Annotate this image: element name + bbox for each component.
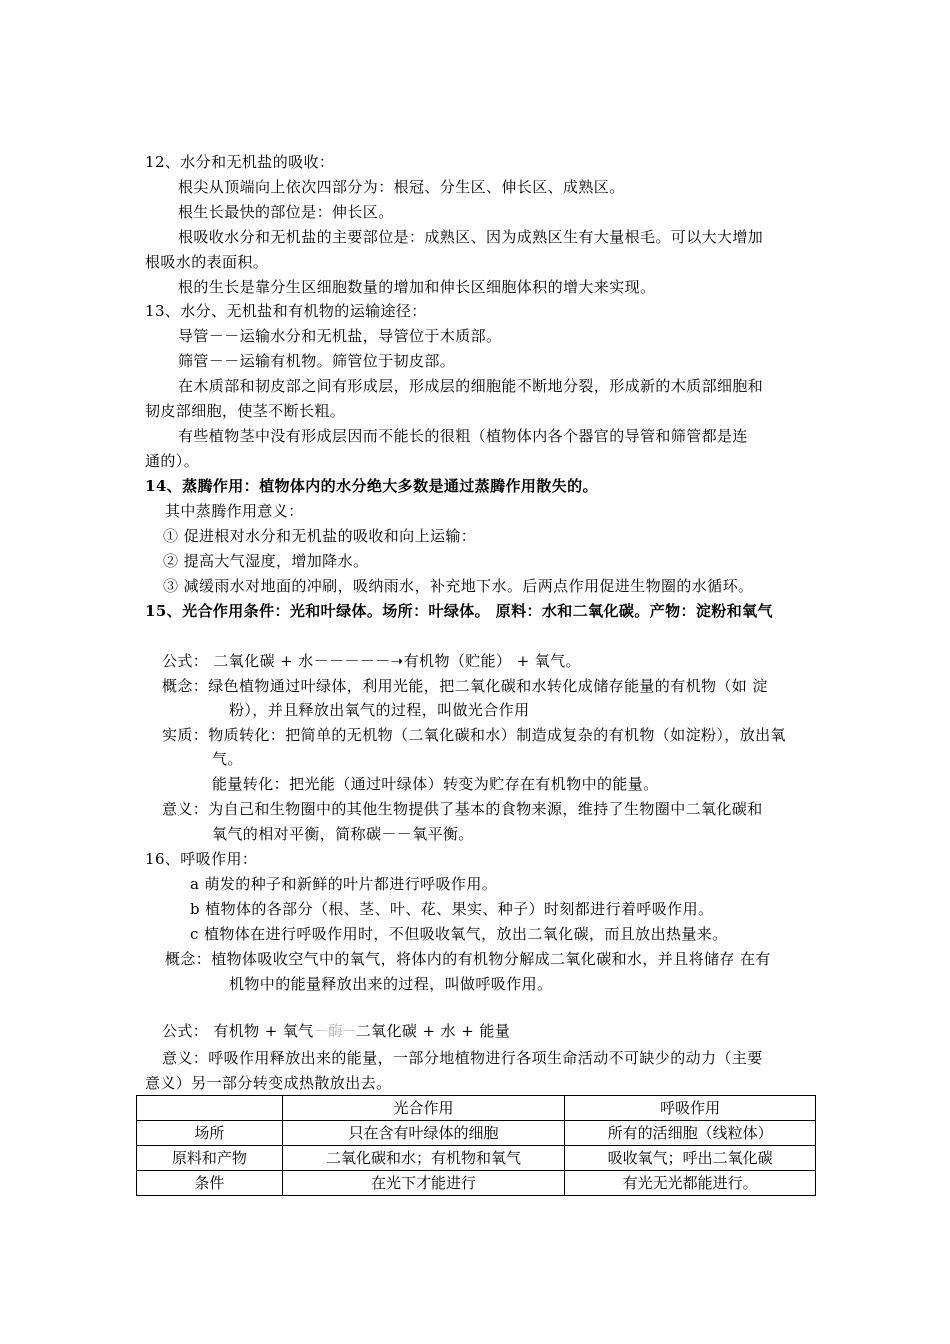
- table-cell: 原料和产物: [137, 1146, 283, 1171]
- comparison-table: [136, 1095, 816, 1196]
- table-row: [137, 1171, 816, 1196]
- table-cell: 有光无光都能进行。: [565, 1171, 816, 1196]
- section-15-meaning-b: 氧气的相对平衡，简称碳－－氧平衡。: [212, 825, 474, 843]
- section-15-essence-c: 能量转化：把光能（通过叶绿体）转变为贮存在有机物中的能量。: [212, 775, 659, 793]
- section-16-concept-b: 机物中的能量释放出来的过程，叫做呼吸作用。: [229, 975, 553, 993]
- section-12-line-3b: 根吸水的表面积。: [145, 253, 269, 271]
- section-16-meaning-b: 意义）另一部分转变成热散放出去。: [145, 1074, 392, 1092]
- section-14-line-4: ③ 减缓雨水对地面的冲刷，吸纳雨水，补充地下水。后两点作用促进生物圈的水循环。: [163, 577, 754, 595]
- section-15-title: 15、光合作用条件：光和叶绿体。场所：叶绿体。 原料：水和二氧化碳。产物：淀粉和氧气: [145, 602, 773, 620]
- section-16-title: 16、呼吸作用：: [145, 850, 258, 868]
- section-12-line-3a: 根吸收水分和无机盐的主要部位是：成熟区、因为成熟区生有大量根毛。可以大大增加: [178, 228, 764, 246]
- section-16-concept-a: 概念：植物体吸收空气中的氧气，将体内的有机物分解成二氧化碳和水，并且将储存 在有: [165, 950, 771, 968]
- section-16-meaning-a: 意义：呼吸作用释放出来的能量，一部分地植物进行各项生命活动不可缺少的动力（主要: [162, 1049, 763, 1067]
- section-12-title: 12、水分和无机盐的吸收：: [145, 153, 335, 171]
- table-cell: 二氧化碳和水；有机物和氧气: [282, 1146, 565, 1171]
- section-13-line-3b: 韧皮部细胞，使茎不断长粗。: [145, 402, 346, 420]
- table-cell: 吸收氧气；呼出二氧化碳: [565, 1146, 816, 1171]
- section-13-line-1: 导管－－运输水分和无机盐，导管位于木质部。: [178, 327, 502, 345]
- section-16-line-b: b 植物体的各部分（根、茎、叶、花、果实、种子）时刻都进行着呼吸作用。: [190, 900, 714, 918]
- section-13-line-2: 筛管－－运输有机物。筛管位于韧皮部。: [178, 352, 456, 370]
- formula-products: 二氧化碳 + 水 + 能量: [355, 1022, 511, 1040]
- formula-reactants: 公式： 有机物 + 氧气: [162, 1022, 314, 1040]
- section-16-formula: [162, 1021, 510, 1041]
- table-cell: 所有的活细胞（线粒体）: [565, 1121, 816, 1146]
- section-15-essence-b: 气。: [212, 750, 243, 768]
- section-15-meaning-a: 意义：为自己和生物圈中的其他生物提供了基本的食物来源，维持了生物圈中二氧化碳和: [162, 800, 763, 818]
- table-header-cell: 呼吸作用: [565, 1096, 816, 1121]
- section-15-essence-a: 实质：物质转化：把简单的无机物（二氧化碳和水）制造成复杂的有机物（如淀粉），放出氧: [162, 726, 786, 744]
- table-header-cell: [137, 1096, 283, 1121]
- section-15-concept-a: 概念：绿色植物通过叶绿体，利用光能，把二氧化碳和水转化成储存能量的有机物（如 淀: [162, 677, 768, 695]
- section-13-line-4b: 通的）。: [145, 452, 200, 470]
- section-14-line-3: ② 提高大气湿度，增加降水。: [163, 552, 369, 570]
- section-14-line-1: 其中蒸腾作用意义：: [165, 502, 304, 520]
- section-12-line-4: 根的生长是靠分生区细胞数量的增加和伸长区细胞体积的增大来实现。: [178, 278, 656, 296]
- table-header-cell: 光合作用: [282, 1096, 565, 1121]
- section-15-formula: 公式： 二氧化碳 + 水－－－－－➝有机物（贮能） + 氧气。: [162, 652, 581, 670]
- table-cell: 场所: [137, 1121, 283, 1146]
- section-13-line-3a: 在木质部和韧皮部之间有形成层，形成层的细胞能不断地分裂，形成新的木质部细胞和: [178, 377, 764, 395]
- table-cell: 在光下才能进行: [282, 1171, 565, 1196]
- section-15-concept-b: 粉），并且释放出氧气的过程，叫做光合作用: [229, 701, 530, 719]
- section-16-line-a: a 萌发的种子和新鲜的叶片都进行呼吸作用。: [190, 875, 498, 893]
- table-cell: 只在含有叶绿体的细胞: [282, 1121, 565, 1146]
- section-14-line-2: ① 促进根对水分和无机盐的吸收和向上运输：: [163, 527, 477, 545]
- section-12-line-2: 根生长最快的部位是：伸长区。: [178, 203, 394, 221]
- section-16-line-c: c 植物体在进行呼吸作用时，不但吸收氧气，放出二氧化碳，而且放出热量来。: [190, 925, 728, 943]
- enzyme-arrow: －酶－: [313, 1022, 356, 1040]
- table-header-row: [137, 1096, 816, 1121]
- table-row: [137, 1121, 816, 1146]
- table-row: [137, 1146, 816, 1171]
- table-cell: 条件: [137, 1171, 283, 1196]
- section-14-title: 14、蒸腾作用：植物体内的水分绝大多数是通过蒸腾作用散失的。: [145, 477, 598, 495]
- section-12-line-1: 根尖从顶端向上依次四部分为：根冠、分生区、伸长区、成熟区。: [178, 178, 625, 196]
- section-13-title: 13、水分、无机盐和有机物的运输途径：: [145, 302, 427, 320]
- section-13-line-4a: 有些植物茎中没有形成层因而不能长的很粗（植物体内各个器官的导管和筛管都是连: [178, 427, 748, 445]
